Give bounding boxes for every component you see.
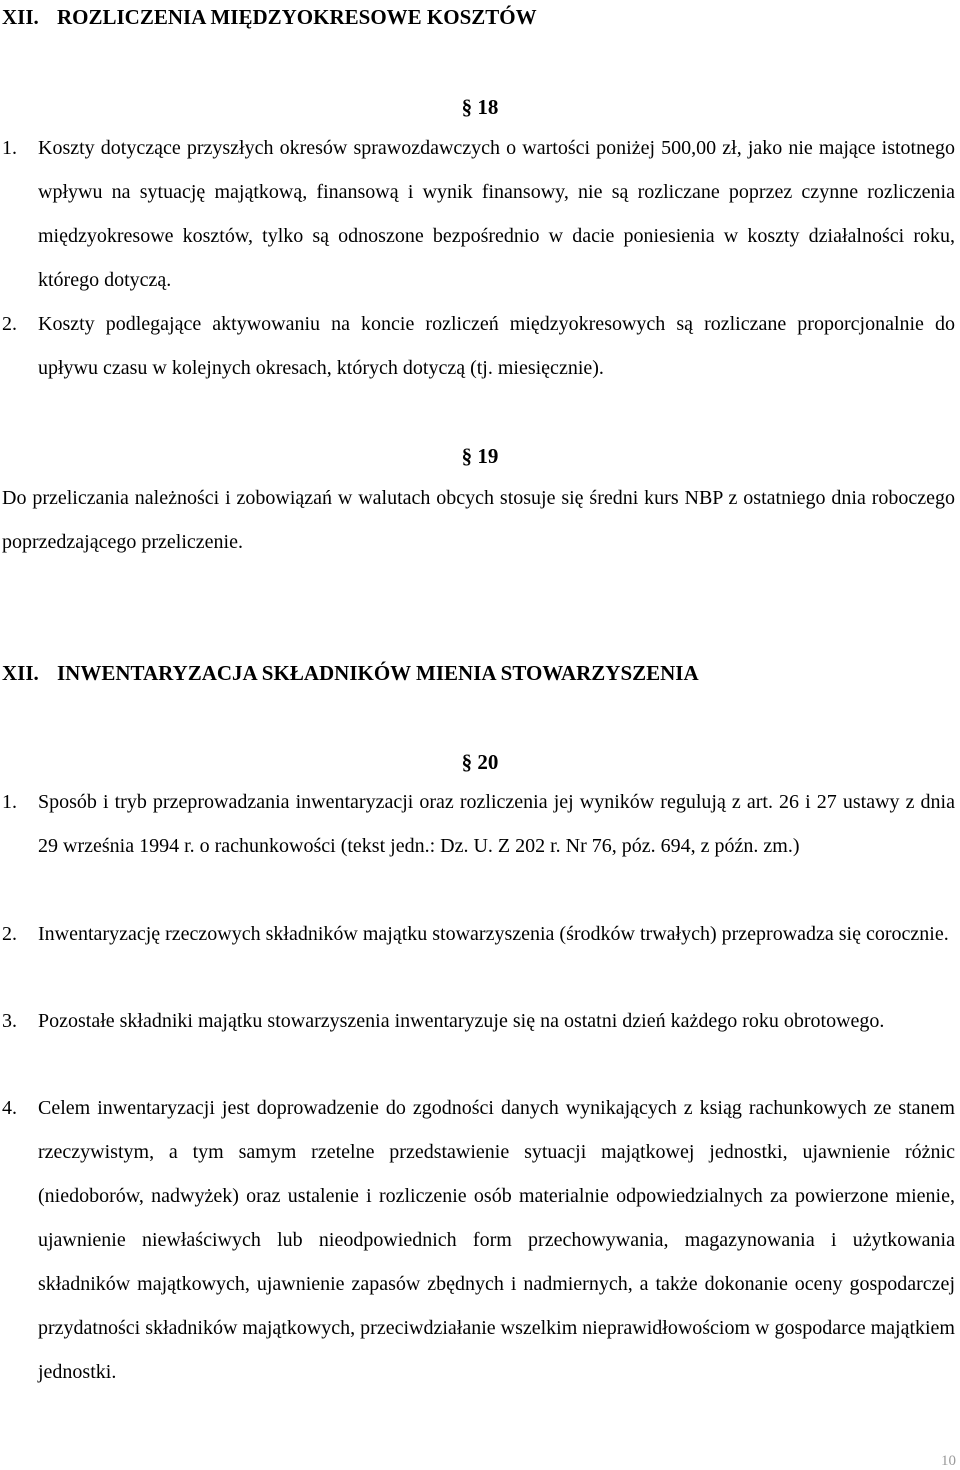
section-heading-xi [2,4,537,30]
item-text: Koszty podlegające aktywowaniu na koncie rozliczeń międzyokresowych są rozliczane proporcjonalnie do upływu czasu w kolejnych okresach, których dotyczą (tj. miesięcznie). [38,313,955,379]
item-text: Sposób i tryb przeprowadzania inwentaryzacji oraz rozliczenia jej wyników regulują z art. 26 i 27 ustawy z dnia 29 września 1994 r. o rachunkowości (tekst jedn.: Dz. U. Z 202 r. Nr 76, póz. 694, z późn. zm.) [38,791,955,857]
list-item [2,126,955,302]
item-number: 1. [2,791,17,813]
paragraph-text: Do przeliczania należności i zobowiązań w walutach obcych stosuje się średni kurs NBP z ostatniego dnia roboczego poprzedzającego przeliczenie. [2,487,955,553]
item-text: Pozostałe składniki majątku stowarzyszenia inwentaryzuje się na ostatni dzień każdego roku obrotowego. [38,1010,885,1032]
list-item [2,780,955,868]
section-heading-xii [2,660,699,686]
list-item [2,999,955,1043]
item-number: 3. [2,1010,17,1032]
paragraph-mark-19: § 19 [461,444,499,468]
item-text: Koszty dotyczące przyszłych okresów sprawozdawczych o wartości poniżej 500,00 zł, jako nie mające istotnego wpływu na sytuację majątkową, finansową i wynik finansowy, nie są rozliczane poprzez czynne rozliczenia międzyokresowe kosztów, tylko są odnoszone bezpośrednio w dacie poniesienia w koszty działalności roku, którego dotyczą. [38,137,955,291]
item-text: Celem inwentaryzacji jest doprowadzenie do zgodności danych wynikających z ksiąg rachunkowych ze stanem rzeczywistym, a tym samym rzetelne przedstawienie sytuacji majątkowej jednostki, ujawnienie różnic (niedoborów, nadwyżek) oraz ustalenie i rozliczenie osób materialnie odpowiedzialnych za powierzone mienie, ujawnienie niewłaściwych lub nieodpowiednich form przechowywania, magazynowania i użytkowania składników majątkowych, ujawnienie zapasów zbędnych i nadmiernych, a także dokonanie oceny gospodarczej przydatności składników majątkowych, przeciwdziałanie wszelkim nieprawidłowościom w gospodarce majątkiem jednostki. [38,1097,955,1383]
paragraph-mark-18: § 18 [461,95,499,119]
item-number: 2. [2,923,17,945]
list-item [2,912,955,956]
section-title: ROZLICZENIA MIĘDZYOKRESOWE KOSZTÓW [57,5,537,29]
item-text: Inwentaryzację rzeczowych składników majątku stowarzyszenia (środków trwałych) przeprowadza się corocznie. [38,923,949,945]
paragraph-mark-20: § 20 [461,750,499,774]
item-number: 4. [2,1097,17,1119]
page-number: 10 [941,1453,956,1469]
item-number: 2. [2,313,17,335]
item-number: 1. [2,137,17,159]
list-item [2,1086,955,1394]
section-number: XII. [2,5,39,29]
section-title: INWENTARYZACJA SKŁADNIKÓW MIENIA STOWARZYSZENIA [57,661,699,685]
list-item [2,302,955,390]
section-number: XII. [2,661,39,685]
